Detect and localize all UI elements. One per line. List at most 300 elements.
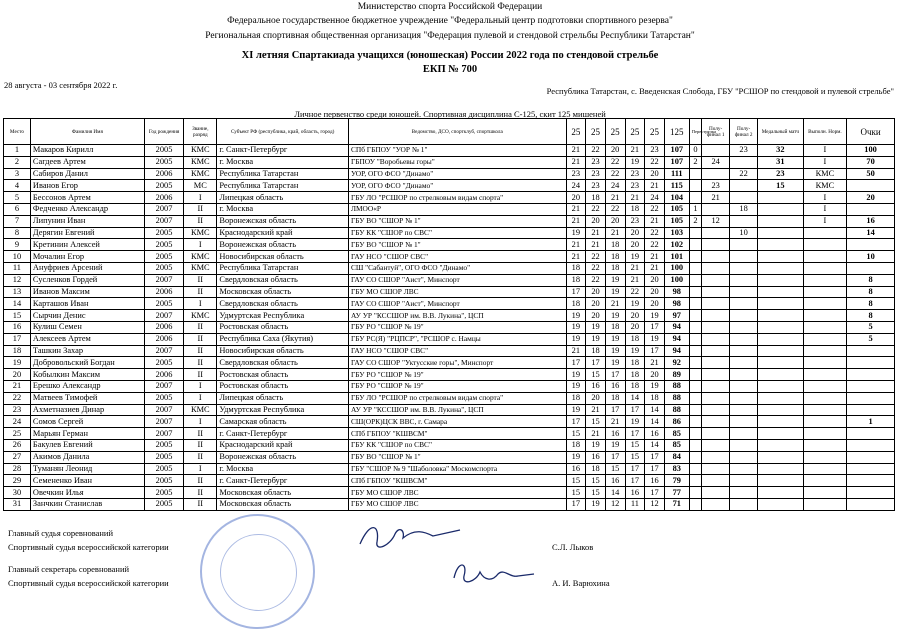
row-shootoff [689, 262, 701, 274]
row-semifinal-1 [702, 333, 730, 345]
row-series-5: 18 [645, 392, 665, 404]
row-region: Краснодарский край [217, 227, 349, 239]
row-medal-match [758, 498, 804, 510]
row-rank: МС [184, 180, 217, 192]
row-series-2: 16 [586, 380, 606, 392]
table-row [4, 192, 895, 204]
row-series-5: 21 [645, 251, 665, 263]
row-name: Туманян Леонид [30, 463, 144, 475]
row-shootoff [689, 439, 701, 451]
row-series-2: 21 [586, 404, 606, 416]
row-qualification: I [803, 156, 847, 168]
row-name: Бессонов Артем [30, 192, 144, 204]
table-row [4, 286, 895, 298]
row-semifinal-2 [730, 357, 758, 369]
row-series-5: 17 [645, 451, 665, 463]
row-series-3: 22 [605, 203, 625, 215]
row-org: ГБУ "СШОР № 9 "Шаболовка" Москомспорта [348, 463, 566, 475]
row-points [847, 487, 895, 499]
row-qualification [803, 475, 847, 487]
ekp-number: ЕКП № 700 [422, 64, 478, 75]
row-total: 97 [664, 310, 689, 322]
row-semifinal-1 [702, 227, 730, 239]
row-semifinal-2 [730, 475, 758, 487]
row-points: 8 [847, 310, 895, 322]
row-org: ГАУ СО СШОР "Аист", Минспорт [348, 298, 566, 310]
row-total: 77 [664, 487, 689, 499]
row-year: 2006 [144, 369, 183, 381]
col-total: 125 [664, 119, 689, 145]
col-name: Фамилия Имя [30, 119, 144, 145]
row-series-2: 20 [586, 286, 606, 298]
competition-dates: 28 августа - 03 сентября 2022 г. [4, 80, 118, 90]
row-series-2: 15 [586, 416, 606, 428]
row-total: 84 [664, 451, 689, 463]
row-series-4: 19 [625, 156, 645, 168]
row-year: 2006 [144, 286, 183, 298]
row-shootoff [689, 286, 701, 298]
row-name: Сомов Сергей [30, 416, 144, 428]
row-total: 102 [664, 239, 689, 251]
row-series-5: 17 [645, 463, 665, 475]
row-medal-match [758, 451, 804, 463]
row-series-3: 18 [605, 262, 625, 274]
row-series-4: 22 [625, 286, 645, 298]
row-region: г. Санкт-Петербург [217, 145, 349, 157]
row-semifinal-1 [702, 262, 730, 274]
row-points: 10 [847, 251, 895, 263]
row-org: СПб ГБПОУ "КШВСМ" [348, 475, 566, 487]
row-points: 8 [847, 286, 895, 298]
row-total: 105 [664, 215, 689, 227]
row-rank: КМС [184, 404, 217, 416]
row-region: г. Санкт-Петербург [217, 428, 349, 440]
competition-venue: Республика Татарстан, с. Введенская Слобода, ГБУ "РСШОР по стендовой и пулевой стрельбе" [546, 86, 894, 96]
table-row [4, 369, 895, 381]
row-series-1: 18 [566, 392, 586, 404]
row-rank: КМС [184, 310, 217, 322]
row-series-1: 19 [566, 310, 586, 322]
row-rank: I [184, 192, 217, 204]
row-qualification [803, 333, 847, 345]
table-row [4, 333, 895, 345]
row-points [847, 357, 895, 369]
row-semifinal-2 [730, 298, 758, 310]
row-total: 89 [664, 369, 689, 381]
row-semifinal-2 [730, 416, 758, 428]
row-points [847, 498, 895, 510]
row-semifinal-1 [702, 357, 730, 369]
row-rank: КМС [184, 168, 217, 180]
row-name: Добровольский Богдан [30, 357, 144, 369]
row-medal-match [758, 203, 804, 215]
row-region: Московская область [217, 487, 349, 499]
row-region: Воронежская область [217, 451, 349, 463]
row-medal-match [758, 321, 804, 333]
row-series-5: 16 [645, 475, 665, 487]
row-series-1: 21 [566, 145, 586, 157]
row-series-5: 14 [645, 416, 665, 428]
row-year: 2005 [144, 156, 183, 168]
row-shootoff [689, 345, 701, 357]
row-org: СПб ГБПОУ "КШВСМ" [348, 428, 566, 440]
row-region: Республика Татарстан [217, 180, 349, 192]
row-series-3: 21 [605, 227, 625, 239]
row-qualification [803, 321, 847, 333]
row-semifinal-1 [702, 380, 730, 392]
row-total: 86 [664, 416, 689, 428]
row-org: ГБУ КК "СШОР по СВС" [348, 227, 566, 239]
row-series-4: 18 [625, 380, 645, 392]
secretary-signature [448, 556, 538, 592]
row-series-1: 19 [566, 380, 586, 392]
row-points: 5 [847, 321, 895, 333]
row-rank: II [184, 475, 217, 487]
row-series-1: 23 [566, 168, 586, 180]
row-year: 2005 [144, 498, 183, 510]
row-org: ГБУ РО "СШОР № 19" [348, 321, 566, 333]
row-org: АУ УР "КССШОР им. В.В. Лукина", ЦСП [348, 310, 566, 322]
table-row [4, 239, 895, 251]
row-rank: I [184, 416, 217, 428]
row-year: 2005 [144, 357, 183, 369]
row-series-4: 17 [625, 463, 645, 475]
row-series-2: 15 [586, 487, 606, 499]
results-table [3, 118, 895, 511]
table-row [4, 416, 895, 428]
row-series-4: 14 [625, 392, 645, 404]
table-row [4, 274, 895, 286]
row-series-5: 19 [645, 310, 665, 322]
row-series-3: 18 [605, 239, 625, 251]
row-qualification: I [803, 192, 847, 204]
row-points: 70 [847, 156, 895, 168]
row-year: 2005 [144, 180, 183, 192]
row-qualification [803, 487, 847, 499]
row-series-3: 16 [605, 380, 625, 392]
row-qualification [803, 274, 847, 286]
row-semifinal-2: 23 [730, 145, 758, 157]
row-series-4: 15 [625, 451, 645, 463]
row-series-5: 22 [645, 227, 665, 239]
row-org: ГБУ КК "СШОР по СВС" [348, 439, 566, 451]
row-series-5: 21 [645, 262, 665, 274]
row-series-1: 20 [566, 192, 586, 204]
row-rank: II [184, 439, 217, 451]
row-series-5: 20 [645, 168, 665, 180]
row-total: 100 [664, 262, 689, 274]
row-semifinal-2 [730, 498, 758, 510]
row-semifinal-2 [730, 274, 758, 286]
row-name: Макаров Кирилл [30, 145, 144, 157]
row-qualification [803, 262, 847, 274]
row-series-3: 19 [605, 274, 625, 286]
row-series-1: 24 [566, 180, 586, 192]
row-semifinal-1 [702, 286, 730, 298]
row-total: 94 [664, 345, 689, 357]
row-name: Федченко Александр [30, 203, 144, 215]
row-series-5: 21 [645, 215, 665, 227]
row-series-5: 21 [645, 357, 665, 369]
row-qualification [803, 428, 847, 440]
row-org: СПб ГБПОУ "УОР № 1" [348, 145, 566, 157]
row-series-5: 20 [645, 369, 665, 381]
row-shootoff [689, 168, 701, 180]
row-total: 98 [664, 286, 689, 298]
row-qualification [803, 298, 847, 310]
row-name: Семененко Иван [30, 475, 144, 487]
row-series-3: 19 [605, 345, 625, 357]
row-org: УОР, ОГО ФСО "Динамо" [348, 180, 566, 192]
row-semifinal-1 [702, 203, 730, 215]
federal-center-line: Федеральное государственное бюджетное учреждение "Федеральный центр подготовки спортивного резерва" [227, 16, 673, 26]
row-total: 79 [664, 475, 689, 487]
row-series-2: 20 [586, 392, 606, 404]
row-org: ГБУ МО СШОР ЛВС [348, 487, 566, 499]
row-shootoff [689, 192, 701, 204]
row-series-4: 21 [625, 274, 645, 286]
table-row [4, 251, 895, 263]
row-medal-match [758, 428, 804, 440]
row-qualification [803, 451, 847, 463]
row-series-3: 12 [605, 498, 625, 510]
row-medal-match [758, 274, 804, 286]
row-year: 2005 [144, 463, 183, 475]
row-place: 26 [4, 439, 31, 451]
row-region: Воронежская область [217, 239, 349, 251]
row-series-3: 16 [605, 475, 625, 487]
row-org: УОР, ОГО ФСО "Динамо" [348, 168, 566, 180]
row-series-5: 16 [645, 428, 665, 440]
row-place: 28 [4, 463, 31, 475]
row-series-2: 22 [586, 262, 606, 274]
table-row [4, 428, 895, 440]
row-qualification [803, 380, 847, 392]
row-semifinal-2 [730, 286, 758, 298]
row-region: Новосибирская область [217, 251, 349, 263]
row-region: Республика Саха (Якутия) [217, 333, 349, 345]
row-total: 88 [664, 404, 689, 416]
row-medal-match [758, 310, 804, 322]
row-shootoff [689, 451, 701, 463]
row-series-2: 20 [586, 310, 606, 322]
row-name: Занчкин Станислав [30, 498, 144, 510]
row-points: 5 [847, 333, 895, 345]
row-series-1: 17 [566, 498, 586, 510]
col-series-4: 25 [625, 119, 645, 145]
row-series-5: 19 [645, 333, 665, 345]
row-name: Иванов Егор [30, 180, 144, 192]
col-series-5: 25 [645, 119, 665, 145]
row-series-4: 20 [625, 227, 645, 239]
row-qualification [803, 357, 847, 369]
row-name: Акимов Данила [30, 451, 144, 463]
row-semifinal-2 [730, 380, 758, 392]
row-total: 101 [664, 251, 689, 263]
row-semifinal-1 [702, 239, 730, 251]
row-shootoff [689, 239, 701, 251]
row-name: Липунин Иван [30, 215, 144, 227]
row-rank: КМС [184, 251, 217, 263]
row-year: 2005 [144, 227, 183, 239]
row-rank: I [184, 239, 217, 251]
row-shootoff [689, 487, 701, 499]
row-rank: II [184, 487, 217, 499]
row-series-1: 21 [566, 156, 586, 168]
row-shootoff [689, 310, 701, 322]
row-series-3: 20 [605, 215, 625, 227]
row-semifinal-2 [730, 404, 758, 416]
row-org: ГБУ РС(Я) "РЦПСР", "РСШОР с. Намцы [348, 333, 566, 345]
row-semifinal-2 [730, 487, 758, 499]
row-series-4: 16 [625, 487, 645, 499]
row-rank: КМС [184, 227, 217, 239]
row-shootoff: 2 [689, 215, 701, 227]
row-semifinal-1 [702, 145, 730, 157]
col-shootoff: Перестрелка [689, 119, 701, 145]
row-points: 100 [847, 145, 895, 157]
row-series-1: 21 [566, 251, 586, 263]
row-year: 2005 [144, 262, 183, 274]
col-rank: Звание, разряд [184, 119, 217, 145]
row-points [847, 404, 895, 416]
row-year: 2006 [144, 192, 183, 204]
row-year: 2007 [144, 274, 183, 286]
row-series-1: 21 [566, 203, 586, 215]
row-place: 6 [4, 203, 31, 215]
row-place: 14 [4, 298, 31, 310]
row-semifinal-1 [702, 345, 730, 357]
row-series-1: 18 [566, 298, 586, 310]
row-semifinal-1: 24 [702, 156, 730, 168]
row-series-5: 22 [645, 156, 665, 168]
row-rank: I [184, 380, 217, 392]
row-series-3: 19 [605, 310, 625, 322]
row-year: 2007 [144, 380, 183, 392]
row-place: 16 [4, 321, 31, 333]
row-semifinal-2 [730, 463, 758, 475]
row-org: ГБУ ЛО "РСШОР по стрелковым видам спорта" [348, 392, 566, 404]
row-rank: КМС [184, 145, 217, 157]
row-place: 2 [4, 156, 31, 168]
row-rank: I [184, 298, 217, 310]
row-series-4: 11 [625, 498, 645, 510]
row-series-5: 21 [645, 180, 665, 192]
row-region: Новосибирская область [217, 345, 349, 357]
row-total: 88 [664, 392, 689, 404]
row-series-4: 18 [625, 369, 645, 381]
row-name: Ташкин Захар [30, 345, 144, 357]
row-series-2: 23 [586, 156, 606, 168]
row-total: 85 [664, 428, 689, 440]
row-shootoff [689, 227, 701, 239]
row-points [847, 380, 895, 392]
row-year: 2005 [144, 298, 183, 310]
row-total: 98 [664, 298, 689, 310]
row-series-2: 15 [586, 369, 606, 381]
row-series-3: 17 [605, 451, 625, 463]
table-row [4, 227, 895, 239]
row-name: Карташов Иван [30, 298, 144, 310]
row-medal-match: 31 [758, 156, 804, 168]
row-qualification [803, 286, 847, 298]
row-series-5: 14 [645, 404, 665, 416]
row-semifinal-2 [730, 345, 758, 357]
row-series-1: 19 [566, 451, 586, 463]
row-medal-match [758, 404, 804, 416]
row-rank: II [184, 428, 217, 440]
row-series-5: 24 [645, 192, 665, 204]
row-name: Иванов Максим [30, 286, 144, 298]
row-place: 31 [4, 498, 31, 510]
row-series-5: 22 [645, 239, 665, 251]
row-series-4: 19 [625, 416, 645, 428]
row-series-1: 17 [566, 416, 586, 428]
row-series-1: 19 [566, 321, 586, 333]
row-series-4: 17 [625, 404, 645, 416]
discipline-subtitle: Личное первенство среди юношей. Спортивная дисциплина С-125, скит 125 мишеней [294, 109, 606, 119]
row-series-1: 21 [566, 215, 586, 227]
row-total: 107 [664, 156, 689, 168]
row-region: Удмуртская Республика [217, 404, 349, 416]
row-year: 2005 [144, 251, 183, 263]
row-qualification [803, 345, 847, 357]
row-region: Свердловская область [217, 298, 349, 310]
row-year: 2007 [144, 404, 183, 416]
row-series-5: 20 [645, 286, 665, 298]
row-place: 11 [4, 262, 31, 274]
row-place: 4 [4, 180, 31, 192]
row-medal-match [758, 215, 804, 227]
row-place: 29 [4, 475, 31, 487]
row-total: 100 [664, 274, 689, 286]
row-semifinal-1 [702, 498, 730, 510]
row-rank: I [184, 463, 217, 475]
row-org: ГАУ НСО "СШОР СВС" [348, 345, 566, 357]
row-place: 7 [4, 215, 31, 227]
row-org: ГБУ МО СШОР ЛВС [348, 286, 566, 298]
table-row [4, 498, 895, 510]
row-place: 24 [4, 416, 31, 428]
row-semifinal-1: 23 [702, 180, 730, 192]
row-medal-match [758, 227, 804, 239]
row-place: 21 [4, 380, 31, 392]
table-row [4, 180, 895, 192]
row-points [847, 262, 895, 274]
row-points: 50 [847, 168, 895, 180]
row-qualification [803, 498, 847, 510]
row-series-4: 23 [625, 215, 645, 227]
table-row [4, 345, 895, 357]
row-series-5: 20 [645, 298, 665, 310]
row-qualification: КМС [803, 168, 847, 180]
row-qualification [803, 251, 847, 263]
row-qualification [803, 239, 847, 251]
row-semifinal-2 [730, 192, 758, 204]
row-medal-match: 23 [758, 168, 804, 180]
row-year: 2005 [144, 239, 183, 251]
row-series-5: 19 [645, 380, 665, 392]
row-qualification [803, 463, 847, 475]
row-series-4: 19 [625, 251, 645, 263]
row-series-3: 14 [605, 487, 625, 499]
row-shootoff [689, 274, 701, 286]
row-points [847, 451, 895, 463]
row-medal-match [758, 392, 804, 404]
row-medal-match [758, 286, 804, 298]
row-qualification [803, 404, 847, 416]
row-year: 2005 [144, 475, 183, 487]
